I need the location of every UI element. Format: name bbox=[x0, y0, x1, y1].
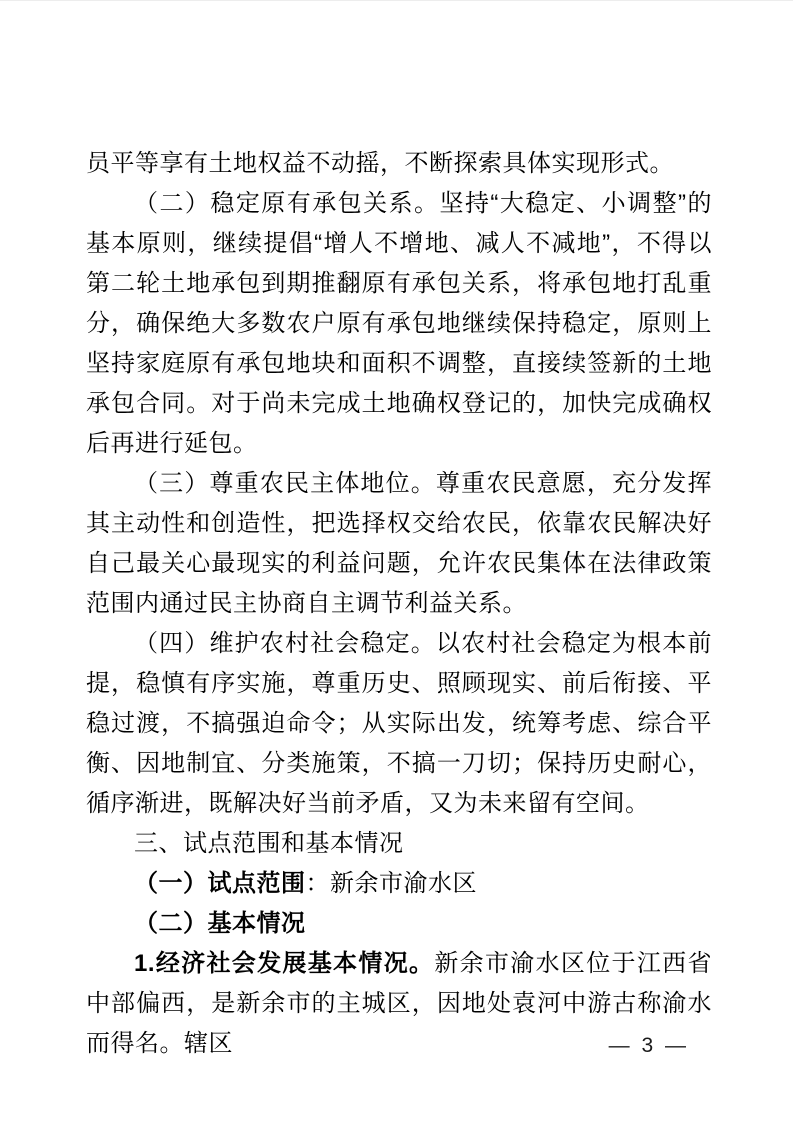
document-body bbox=[86, 144, 712, 1064]
paragraph-item-3-respect-farmers: （三）尊重农民主体地位。尊重农民意愿，充分发挥其主动性和创造性，把选择权交给农民，依靠农民解决好自己最关心最现实的利益问题，允许农民集体在法律政策范围内通过民主协商自主调节利益关系。 bbox=[86, 470, 712, 617]
paragraph-economic-overview-text: 新余市渝水区位于江西省中部偏西，是新余市的主城区，因地处袁河中游古称渝水而得名。辖区 bbox=[86, 950, 713, 1057]
heading-pilot-scope-value: ：新余市渝水区 bbox=[305, 870, 477, 897]
heading-section-three: 三、试点范围和基本情况 bbox=[134, 830, 404, 857]
page-number: — 3 — bbox=[608, 1034, 689, 1057]
paragraph-item-4-maintain-rural-stability: （四）维护农村社会稳定。以农村社会稳定为根本前提，稳慎有序实施，尊重历史、照顾现实、前后衔接、平稳过渡，不搞强迫命令；从实际出发，统筹考虑、综合平衡、因地制宜、分类施策，不搞一刀切；保持历史耐心，循序渐进，既解决好当前矛盾，又为未来留有空间。 bbox=[86, 630, 712, 817]
heading-pilot-scope-label: （一）试点范围 bbox=[134, 870, 306, 897]
paragraph-item-2-stabilize-contract-relations: （二）稳定原有承包关系。坚持“大稳定、小调整”的基本原则，继续提倡“增人不增地、减人不减地”，不得以第二轮土地承包到期推翻原有承包关系，将承包地打乱重分，确保绝大多数农户原有承包地继续保持稳定，原则上坚持家庭原有承包地块和面积不调整，直接续签新的土地承包合同。对于尚未完成土地确权登记的，加快完成确权后再进行延包。 bbox=[86, 190, 712, 457]
paragraph-carryover: 员平等享有土地权益不动摇，不断探索具体实现形式。 bbox=[86, 150, 674, 177]
paragraph-economic-overview-lead: 1.经济社会发展基本情况。 bbox=[134, 950, 435, 977]
heading-basic-info: （二）基本情况 bbox=[134, 910, 306, 937]
heading-pilot-scope bbox=[86, 864, 712, 904]
